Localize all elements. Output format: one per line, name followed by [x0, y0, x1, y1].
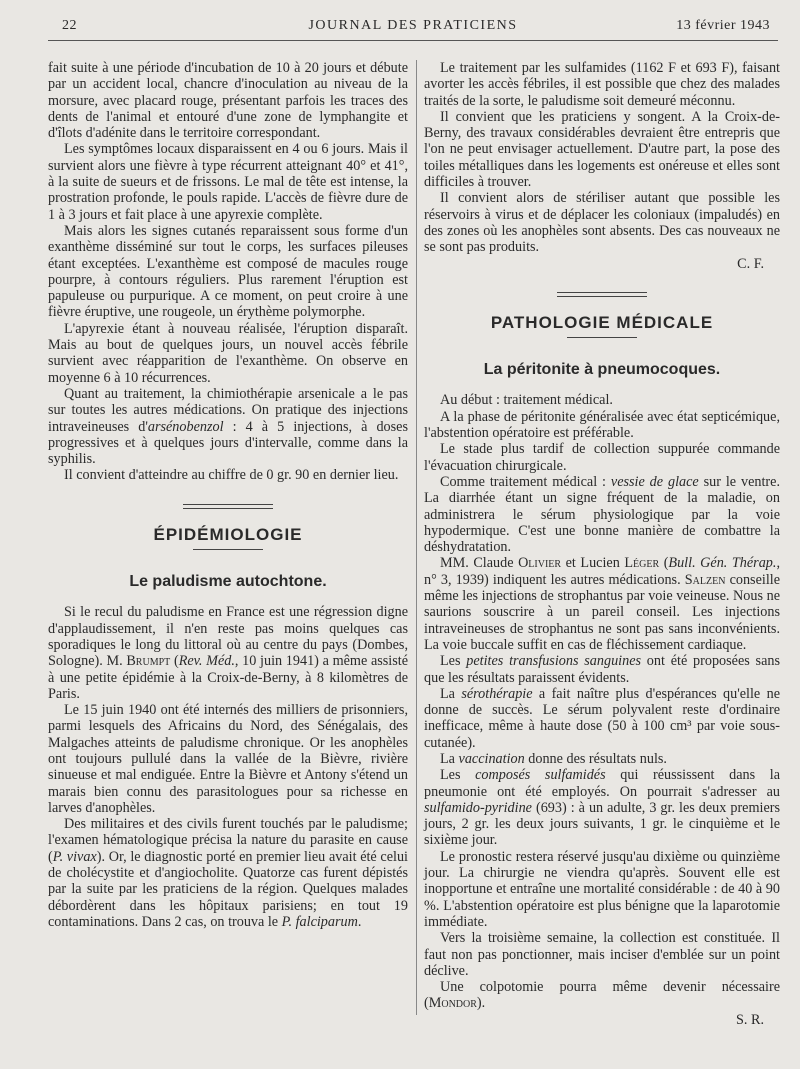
- issue-date: 13 février 1943: [676, 18, 770, 33]
- paragraph: La vaccination donne des résultats nuls.: [440, 750, 667, 767]
- paragraph: MM. Claude Olivier et Lucien Léger (Bull. Gén. Thérap., n° 3, 1939) indiquent les autres médications. Salzen conseille même les injections de strophantus par voie veineuse. Nous ne saurions souscrire à un pareil conseil. Les injections intraveineuses de strophantus ne sont pas sans inconvénients. La voie buccale suffit en cas de fléchissement cardiaque.: [424, 555, 780, 653]
- paragraph: Vers la troisième semaine, la collection est constituée. Il faut non pas ponctionner, mais inciser d'emblée sur un point déclive.: [424, 930, 780, 979]
- article-title: La péritonite à pneumocoques.: [483, 361, 721, 379]
- right-column: [424, 60, 780, 1028]
- header-rule: [48, 40, 778, 41]
- page-number: 22: [62, 18, 77, 33]
- paragraph: L'apyrexie étant à nouveau réalisée, l'éruption disparaît. Mais au bout de quelques jours, un nouvel accès fébrile survient avec réapparition de l'exanthème. On observe en moyenne 6 à 10 récurrences.: [48, 320, 408, 386]
- section-ornament: [557, 292, 647, 297]
- paragraph: Le stade plus tardif de collection suppurée commande l'évacuation chirurgicale.: [424, 441, 780, 474]
- journal-title: JOURNAL DES PRATICIENS: [308, 18, 518, 33]
- paragraph: Les petites transfusions sanguines ont été proposées sans que les résultats paraissent évidents.: [424, 653, 780, 686]
- paragraph: Une colpotomie pourra même devenir nécessaire (Mondor).: [424, 979, 780, 1012]
- page-header: [48, 14, 778, 42]
- section-underline: [567, 337, 637, 338]
- section-title-pathologie: PATHOLOGIE MÉDICALE: [490, 312, 714, 332]
- paragraph: Les symptômes locaux disparaissent en 4 ou 6 jours. Mais il survient alors une fièvre à type récurrent atteignant 40° et 41°, à la suite de sueurs et de frissons. Le mal de tête est intense, la prostration profonde, le pouls rapide. L'accès de fièvre dure de 1 à 3 jours et fait place à une apyrexie complète.: [48, 141, 408, 223]
- paragraph: Au début : traitement médical.: [440, 392, 613, 409]
- section-title-epidemiologie: ÉPIDÉMIOLOGIE: [153, 524, 303, 544]
- paragraph: Quant au traitement, la chimiothérapie arsenicale a le pas sur toutes les autres médications. On pratique des injections intraveineuses d'arsénobenzol : 4 à 5 injections, à doses progressives et à quelques jours d'intervalle, comme dans la syphilis.: [48, 385, 408, 468]
- paragraph: Des militaires et des civils furent touchés par le paludisme; l'examen hématologique précisa la nature du parasite en cause (P. vivax). Or, le diagnostic porté en premier lieu avait été celui de cholécystite et d'angiocholite. Quatorze cas furent dépistés par la suite par les praticiens de la région. Quelques malades débordèrent dans les hôpitaux parisiens; en tout 19 contaminations. Dans 2 cas, on trouva le P. falciparum.: [48, 816, 408, 930]
- paragraph: La sérothérapie a fait naître plus d'espérances qu'elle ne donne de succès. Le sérum polyvalent reste d'ordinaire inefficace, même à haute dose (50 à 100 cm³ par voie sous-cutanée).: [424, 685, 780, 751]
- column-divider: [416, 60, 417, 1015]
- paragraph: Il convient d'atteindre au chiffre de 0 gr. 90 en dernier lieu.: [64, 467, 399, 484]
- paragraph: Les composés sulfamidés qui réussissent dans la pneumonie ont été employés. On pourrait s'adresser au sulfamido-pyridine (693) : à un adulte, 3 gr. les deux premiers jours, 2 gr. les deux jours suivants, 1 gr. le cinquième et le sixième jour.: [424, 767, 780, 849]
- paragraph: fait suite à une période d'incubation de 10 à 20 jours et débute par un accident local, chancre d'inoculation au niveau de la morsure, avec placard rouge, présentant parfois les traces des dents de l'animal et entouré d'une zone de lymphangite et d'îlots d'adénite dans le territoire correspondant.: [48, 60, 408, 142]
- paragraph: Le pronostic restera réservé jusqu'au dixième ou quinzième jour. La chirurgie ne viendra qu'après. Souvent elle est inopportune et entraîne une mortalité considérable : de 40 à 90 %. L'abstention opératoire est plus bénigne que la laparotomie immédiate.: [424, 848, 780, 930]
- paragraph: Si le recul du paludisme en France est une régression digne d'applaudissement, il n'en reste pas moins quelques cas sporadiques le long du littoral où au centre du pays (Dombes, Sologne). M. Brumpt (Rev. Méd., 10 juin 1941) a même assisté à une petite épidémie à la Croix-de-Berny, à 8 kilomètres de Paris.: [48, 604, 408, 702]
- paragraph: A la phase de péritonite généralisée avec état septicémique, l'abstention opératoire est préférable.: [424, 408, 780, 442]
- paragraph: Le traitement par les sulfamides (1162 F et 693 F), faisant avorter les accès fébriles, il est possible que chez des malades traités de la sorte, le paludisme soit demeuré méconnu.: [424, 60, 780, 109]
- paragraph: Il convient que les praticiens y songent. A la Croix-de-Berny, des travaux considérables devraient être entrepris que l'on ne peut envisager actuellement. D'autre part, la pose des toiles métalliques dans les logements est onéreuse et elles sont difficiles à trouver.: [424, 108, 780, 191]
- paragraph: Il convient alors de stériliser autant que possible les réservoirs à virus et de déplacer les coloniaux (impaludés) en des zones où les anophèles sont absents. Des cas nouveaux ne se sont pas produits.: [424, 190, 780, 256]
- author-initials: C. F.: [737, 255, 764, 272]
- paragraph: Mais alors les signes cutanés reparaissent sous forme d'un exanthème disséminé sur tout le corps, les surfaces pileuses étant exceptées. L'exanthème est composé de macules rouge pourpre, à contours réguliers. Plus rarement l'éruption est papuleuse ou purpurique. A ce moment, on peut croire à une fièvre éruptive, une rougeole, un érythème polymorphe.: [48, 222, 408, 321]
- paragraph: Le 15 juin 1940 ont été internés des milliers de prisonniers, parmi lesquels des Africains du Nord, des Sénégalais, des Malgaches atteints de paludisme chronique. Or les anophèles ont toujours pullulé dans la vallée de la Bièvre, rivière sinueuse et mal endiguée. Entre la Bièvre et Antony s'étend un marais bien connu des parasitologues pour sa richesse en larves d'anophèles.: [48, 702, 408, 816]
- section-ornament: [183, 504, 273, 509]
- author-initials: S. R.: [736, 1011, 764, 1028]
- section-underline: [193, 549, 263, 550]
- article-title: Le paludisme autochtone.: [129, 573, 327, 591]
- left-column: [48, 60, 408, 930]
- paragraph: Comme traitement médical : vessie de glace sur le ventre. La diarrhée étant un signe fréquent de la maladie, on administrera le sérum physiologique par la voie hypodermique. C'est une bonne manière de combattre la déshydratation.: [424, 473, 780, 556]
